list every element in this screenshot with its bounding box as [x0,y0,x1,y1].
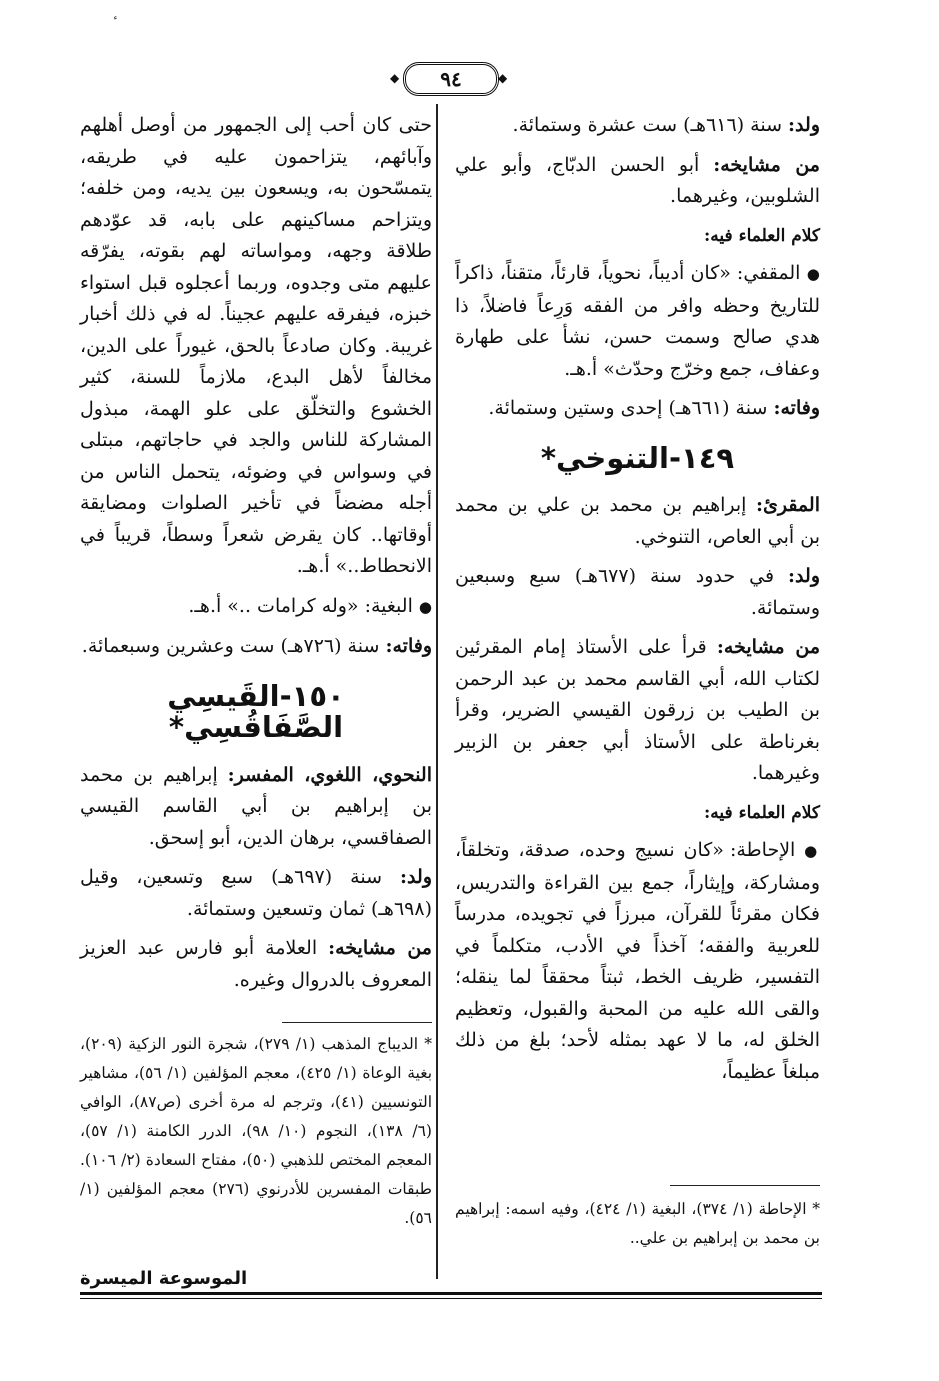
entry-149-scholars-heading: كلام العلماء فيه: [704,802,820,823]
left-column [80,110,432,1004]
footnote-right: * الإحاطة (١/ ٣٧٤)، البغية (١/ ٤٢٤)، وفيه اسمه: إبراهيم بن محمد بن إبراهيم بن علي.. [455,1200,820,1247]
entry-149-title: ١٤٩-التنوخي* [540,440,735,475]
entry-149-reader: المقرئ: إبراهيم بن محمد بن علي بن محمد بن أبي العاص، التنوخي. [455,494,820,548]
bottom-rule [80,1292,822,1295]
bottom-rule-thin [80,1298,822,1299]
entry-149-birth: ولد: في حدود سنة (٦٧٧هـ) سبع وسبعين وستمائة. [455,565,820,619]
column-divider [436,104,438,1279]
teachers-line: من مشايخه: أبو الحسن الدبّاج، وأبو علي الشلوبين، وغيرهما. [455,153,820,207]
footnote-rule-left [282,1022,432,1023]
death-line: وفاته: سنة (٧٢٦هـ) ست وعشرين وسبعمائة. [81,635,432,657]
footnote-left: * الديباج المذهب (١/ ٢٧٩)، شجرة النور الزكية (٢٠٩)، بغية الوعاة (١/ ٤٢٥)، معجم المؤلفين (١/ ٥٦)، مشاهير التونسيين (٤١)، وترجم له مرة أخرى (ص٨٧)، الوافي (٦/ ١٣٨)، النجوم (١٠/ ٩٨)، الدرر الكامنة (١/ ٥٧)، المعجم المختص للذهبي (٥٠)، مفتاح السعادة (٢/ ١٠٦). طبقات المفسرين للأدرنوي (٢٧٦) معجم المؤلفين (١/ ٥٦). [80,1035,433,1227]
book-title: الموسوعة الميسرة [80,1268,248,1289]
right-column [455,110,820,1096]
entry-150-teachers: من مشايخه: العلامة أبو فارس عبد العزيز المعروف بالدروال وغيره. [80,937,432,991]
entry-149-teachers: من مشايخه: قرأ على الأستاذ إمام المقرئين لكتاب الله، أبي القاسم محمد بن عبد الرحمن بن الطيب بن زرقون القيسي الضرير، وقرأ بغرناطة على الأستاذ أبي جعفر بن الزبير وغيرهما. [455,636,820,784]
ornament-left-icon: ◆ [390,71,400,85]
footnote-rule-right [670,1185,820,1186]
entry-150-title: ١٥٠-القَيسِي الصَّفَاقُسِي* [167,678,345,744]
entry-150-descriptor: النحوي، اللغوي، المفسر: إبراهيم بن محمد بن إبراهيم بن أبي القاسم القيسي الصفاقسي، برهان الدين، أبو إسحق. [80,763,432,849]
bullet-icon: ● [806,265,820,283]
ornament-right-icon: ◆ [498,71,508,85]
continuation-paragraph: حتى كان أحب إلى الجمهور من أوصل أهلهم وآبائهم، يتزاحمون عليه في طريقه، يتمسّحون به، ويسعون بين يديه، ومن خلفه؛ ويتزاحم مساكينهم على بابه، قد عوّدهم طلاقة وجهه، ومواساته لهم بقوته، يفرّقه عليهم متى وجدوه، وربما أعجلوه قبل استواء خبزه، فيفرقه عليهم عجيناً. له في ذلك أخبار غريبة. وكان صادعاً بالحق، غيوراً على الدين، مخالفاً لأهل البدع، ملازماً للسنة، كثير الخشوع والتخلّق على علو الهمة، مبذول المشاركة للناس والجد في حاجاتهم، مبتلى في وسواس في وضوئه، يتحمل الناس من أجله مضضاً في تأخير الصلوات ومضايقة أوقاتها.. كان يقرض شعراً وسطاً، قريباً في الانحطاط..» أ.هـ. [80,114,432,577]
page-number: ٩٤ [403,62,499,96]
bughya-line: ● البغية: «وله كرامات ..» أ.هـ. [188,594,432,617]
birth-line: ولد: سنة (٦١٦هـ) ست عشرة وستمائة. [512,114,820,136]
scholars-heading: كلام العلماء فيه: [704,225,820,246]
bullet-icon: ● [804,842,820,860]
entry-149-quote: ● الإحاطة: «كان نسيج وحده، صدقة، وتخلقاً، ومشاركة، وإيثاراً، جمع بين القراءة والتدريس، فكان مقرئاً للقرآن، مبرزاً في تجويده، مدرساً للعربية والفقه؛ آخذاً في الأدب، متكلماً في التفسير، ظريف الخط، ثبتاً محققاً لما ينقله؛ والقى الله عليه من المحبة والقبول، وتعظيم الخلق له، ما لا عهد بمثله لأحد؛ بلغ من ذلك مبلغاً عظيماً، [455,839,820,1083]
quote-paragraph: ● المقفي: «كان أديباً، نحوياً، قارئاً، متقناً، ذاكراً للتاريخ وحظه وافر من الفقه وَرِعاً فاضلاً، ذا هدي صالح وسمت حسن، نشأ على طهارة وعفاف، جمع وخرّج وحدّث» أ.هـ. [455,262,820,380]
death-line: وفاته: سنة (٦٦١هـ) إحدى وستين وستمائة. [488,397,820,419]
entry-150-birth: ولد: سنة (٦٩٧هـ) سبع وتسعين، وقيل (٦٩٨هـ) ثمان وتسعين وستمائة. [80,866,432,920]
bullet-icon: ● [418,597,432,616]
